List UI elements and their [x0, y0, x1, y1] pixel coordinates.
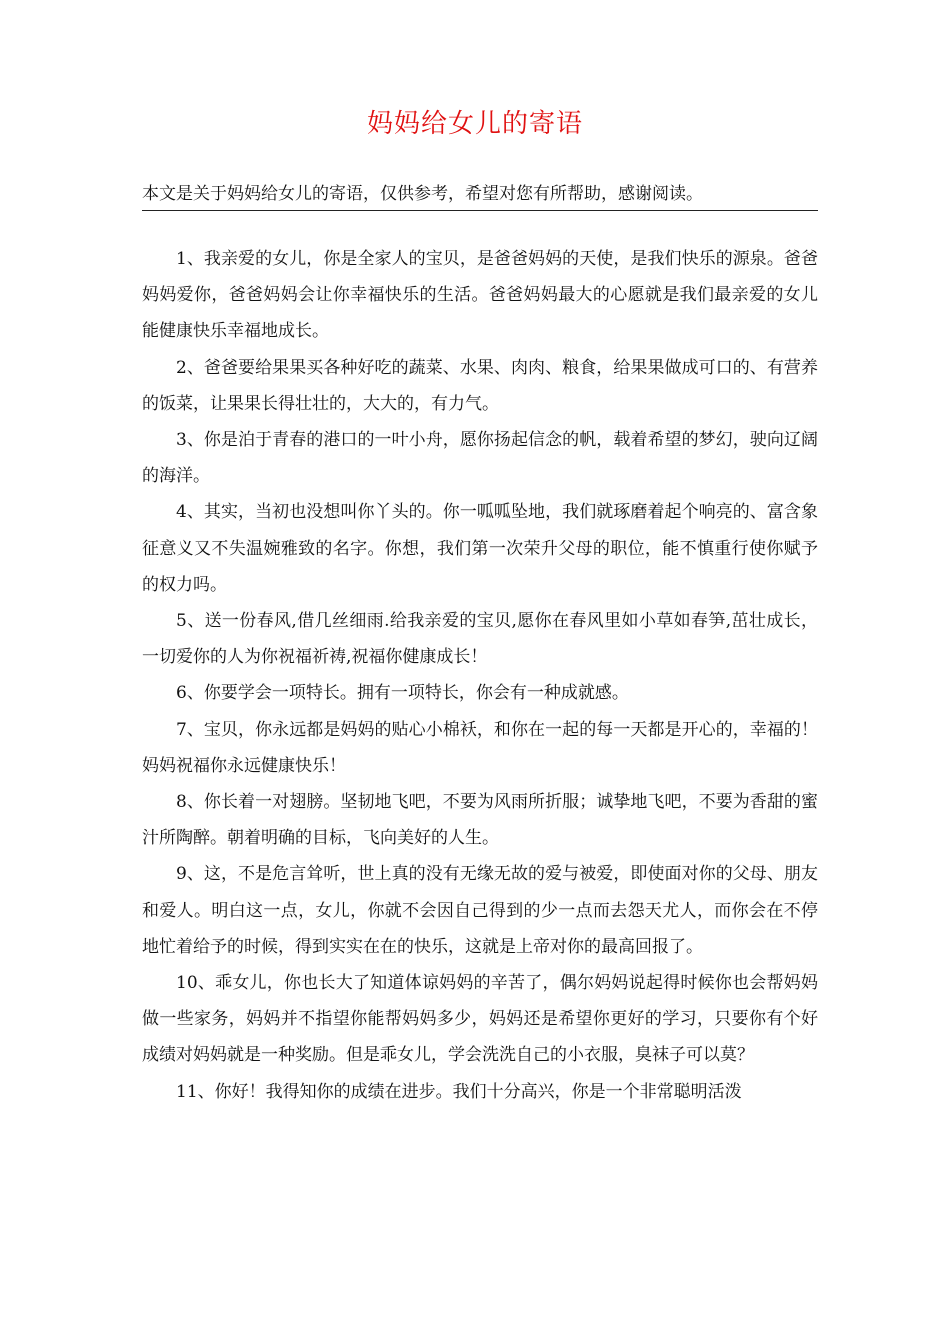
- intro-divider: [142, 210, 818, 211]
- paragraph-11: 11、你好！我得知你的成绩在进步。我们十分高兴，你是一个非常聪明活泼: [176, 1081, 742, 1102]
- document-intro: 本文是关于妈妈给女儿的寄语，仅供参考，希望对您有所帮助，感谢阅读。: [142, 184, 703, 204]
- paragraph-6: 6、你要学会一项特长。拥有一项特长，你会有一种成就感。: [176, 683, 629, 704]
- paragraph-8: 8、你长着一对翅膀。坚韧地飞吧，不要为风雨所折服；诚挚地飞吧，不要为香甜的蜜汁所陶醉。朝着明确的目标，飞向美好的人生。: [142, 792, 818, 849]
- paragraph-7: 7、宝贝，你永远都是妈妈的贴心小棉袄，和你在一起的每一天都是开心的，幸福的！妈妈祝福你永远健康快乐！: [142, 719, 818, 776]
- paragraph-2: 2、爸爸要给果果买各种好吃的蔬菜、水果、肉肉、粮食，给果果做成可口的、有营养的饭菜，让果果长得壮壮的，大大的，有力气。: [142, 357, 818, 414]
- paragraph-10: 10、乖女儿，你也长大了知道体谅妈妈的辛苦了，偶尔妈妈说起得时候你也会帮妈妈做一些家务，妈妈并不指望你能帮妈妈多少，妈妈还是希望你更好的学习，只要你有个好成绩对妈妈就是一种奖励。但是乖女儿，学会洗洗自己的小衣服，臭袜子可以莫？: [142, 973, 818, 1066]
- paragraph-3: 3、你是泊于青春的港口的一叶小舟，愿你扬起信念的帆，载着希望的梦幻，驶向辽阔的海洋。: [142, 430, 818, 487]
- paragraph-4: 4、其实，当初也没想叫你丫头的。你一呱呱坠地，我们就琢磨着起个响亮的、富含象征意义又不失温婉雅致的名字。你想，我们第一次荣升父母的职位，能不慎重行使你赋予的权力吗。: [142, 502, 818, 595]
- document-body: [142, 241, 818, 1110]
- paragraph-5: 5、送一份春风,借几丝细雨.给我亲爱的宝贝,愿你在春风里如小草如春笋,茁壮成长，一切爱你的人为你祝福祈祷,祝福你健康成长！: [142, 611, 818, 668]
- paragraph-1: 1、我亲爱的女儿，你是全家人的宝贝，是爸爸妈妈的天使，是我们快乐的源泉。爸爸妈妈爱你，爸爸妈妈会让你幸福快乐的生活。爸爸妈妈最大的心愿就是我们最亲爱的女儿能健康快乐幸福地成长。: [142, 249, 818, 342]
- paragraph-9: 9、这，不是危言耸听，世上真的没有无缘无故的爱与被爱，即使面对你的父母、朋友和爱人。明白这一点，女儿，你就不会因自己得到的少一点而去怨天尤人，而你会在不停地忙着给予的时候，得到实实在在的快乐，这就是上帝对你的最高回报了。: [142, 864, 818, 957]
- document-title: 妈妈给女儿的寄语: [366, 109, 583, 139]
